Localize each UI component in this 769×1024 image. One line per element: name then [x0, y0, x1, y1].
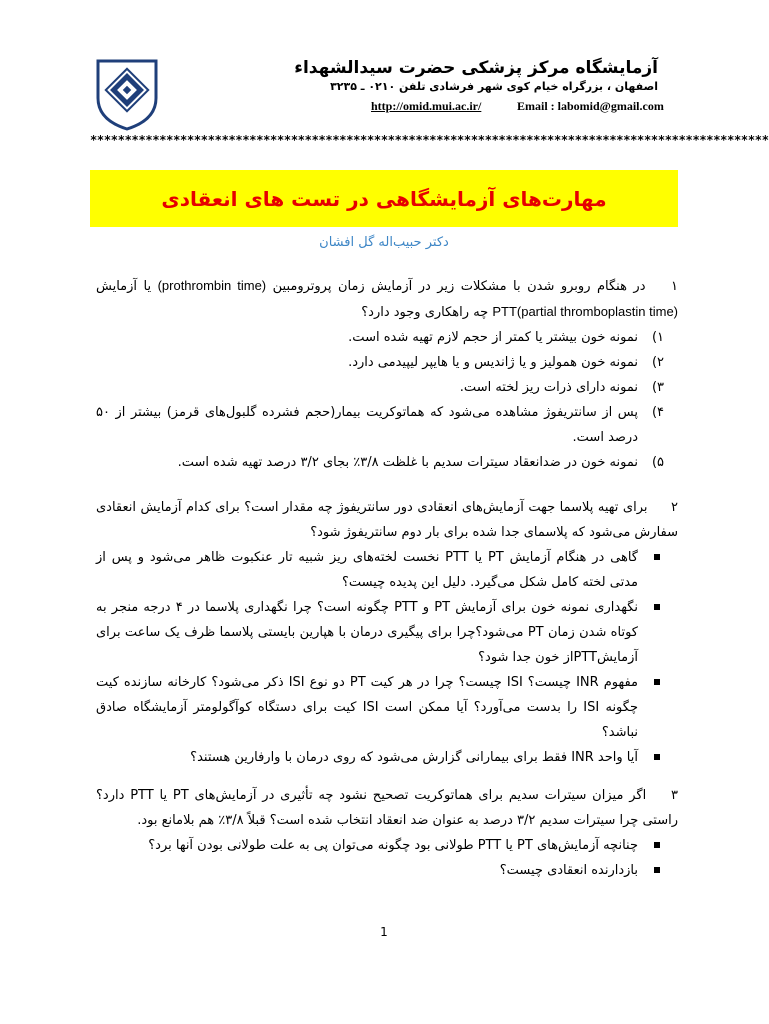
list-item: ۵) نمونه خون در ضدانعقاد سیترات سدیم با غلظت ۳/۸٪ بجای ۳/۲ درصد تهیه شده است. [177, 455, 664, 470]
question-number: ۱ [671, 279, 678, 294]
question-text: چه راهکاری وجود دارد؟ [361, 305, 493, 320]
square-bullet-icon [654, 554, 660, 560]
author-name: دکتر حبیب‌اله گل افشان [319, 235, 449, 250]
title-banner [90, 170, 678, 227]
square-bullet-icon [654, 604, 660, 610]
square-bullet-icon [654, 679, 660, 685]
lab-address: اصفهان ، بزرگراه خیام کوی شهر فرشادی تلفن ۰۲۱۰ ـ ۳۲۳۵ [330, 80, 658, 93]
question-number: ۳ [671, 788, 679, 803]
square-bullet-icon [654, 867, 660, 873]
header-separator: ************************************************************************************************** [90, 133, 769, 147]
question-1-text [96, 273, 678, 325]
list-item: ۲) نمونه خون همولیز و یا ژاندیس و یا هایپر لیپیدمی دارد. [348, 355, 664, 370]
list-item: ۳) نمونه دارای ذرات ریز لخته است. [459, 380, 664, 395]
question-2 [96, 495, 678, 770]
question-text: در هنگام روبرو شدن با مشکلات زیر در آزمایش زمان پروترومبین [266, 279, 646, 294]
page-number: 1 [380, 925, 388, 939]
question-text: یا آزمایش [96, 279, 158, 294]
list-item: گاهی در هنگام آزمایش PT یا PTT نخست لخته‌های ریز شبیه تار عنکبوت ظاهر می‌شود و پس از مدتی لخته کامل شکل می‌گیرد. دلیل این پدیده چیست؟ [96, 545, 678, 595]
website-link[interactable]: http://omid.mui.ac.ir/ [371, 99, 482, 113]
term-ptt: PTT(partial thromboplastin time) [492, 304, 678, 319]
list-item: نگهداری نمونه خون برای آزمایش PT و PTT چگونه است؟ چرا نگهداری پلاسما در ۴ درجه منجر به کوتاه شدن زمان PT می‌شود؟چرا برای پیگیری درمان با هپارین بایستی پلاسما ظرف یک ساعت برای آزمایشPTTاز خون جدا شود؟ [96, 595, 678, 670]
term-prothrombin-time: (prothrombin time) [157, 278, 267, 293]
question-number: ۲ [671, 500, 678, 515]
list-item: آیا واحد INR فقط برای بیمارانی گزارش می‌شود که روی درمان با وارفارین هستند؟ [96, 745, 678, 770]
square-bullet-icon [654, 842, 660, 848]
lab-name: آزمایشگاه مرکز پزشکی حضرت سیدالشهداء [294, 58, 658, 78]
question-text: برای تهیه پلاسما جهت آزمایش‌های انعقادی دور سانتریفوژ چه مقدار است؟ برای کدام آزمایش انعقادی سفارش می‌شود که پلاسمای جدا شده برای بار دوم سانتریفوژ شود؟ [96, 500, 678, 540]
letterhead [0, 0, 769, 147]
list-item: مفهوم INR چیست؟ ISI چیست؟ چرا در هر کیت PT دو نوع ISI ذکر می‌شود؟ کارخانه سازنده کیت چگونه ISI را بدست می‌آورد؟ آیا ممکن است ISI کیت برای دستگاه کوآگولومتر آزمایشگاه صادق نباشد؟ [96, 670, 678, 745]
list-item: ۴) پس از سانتریفوژ مشاهده می‌شود که هماتوکریت بیمار(حجم فشرده گلبول‌های قرمز) بیشتر از ۵۰ درصد است. [96, 405, 664, 445]
square-bullet-icon [654, 754, 660, 760]
question-3-text [96, 783, 678, 833]
question-3 [96, 783, 678, 883]
list-item: ۱) نمونه خون بیشتر یا کمتر از حجم لازم تهیه شده است. [348, 330, 664, 345]
list-item: چنانچه آزمایش‌های PT یا PTT طولانی بود چگونه می‌توان پی به علت طولانی بودن آنها برد؟ [96, 833, 678, 858]
list-item: بازدارنده انعقادی چیست؟ [96, 858, 678, 883]
question-text: اگر میزان سیترات سدیم برای هماتوکریت تصحیح نشود چه تأثیری در آزمایش‌های PT یا PTT دارد؟ راستی چرا سیترات سدیم ۳/۲ درصد به عنوان ضد انعقاد انتخاب شده است؟ قبلاً ۳/۸٪ هم بلامانع بود. [96, 788, 678, 828]
page-title: مهارت‌های آزمایشگاهی در تست های انعقادی [161, 186, 607, 211]
lab-logo-emblem [95, 58, 159, 132]
email-address: Email : labomid@gmail.com [517, 99, 664, 113]
question-1 [96, 273, 678, 475]
question-2-text [96, 495, 678, 545]
